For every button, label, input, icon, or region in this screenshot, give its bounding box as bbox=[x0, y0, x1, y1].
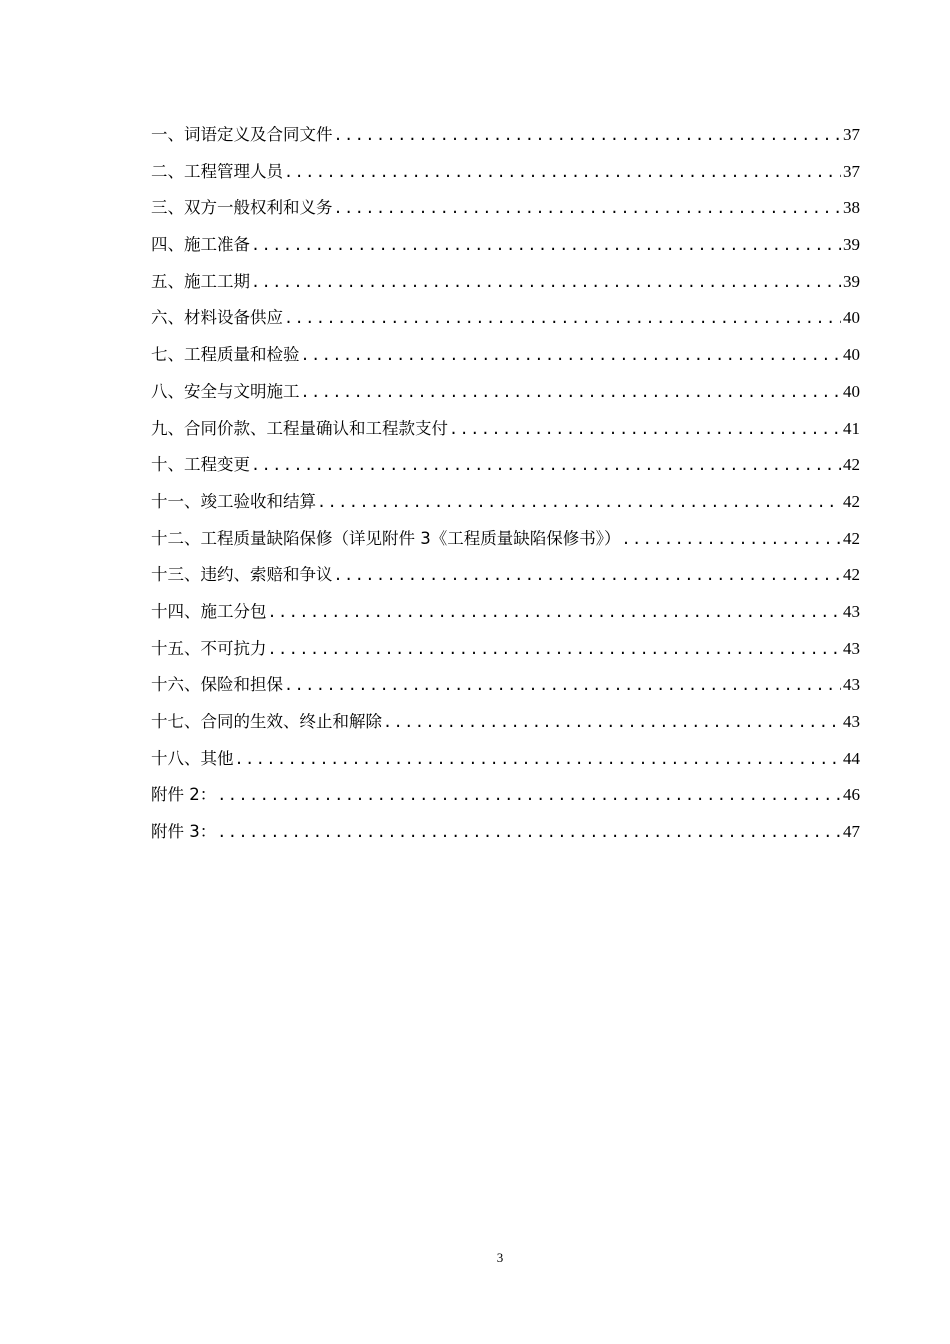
toc-entry[interactable] bbox=[151, 154, 860, 191]
toc-dot-leader bbox=[217, 777, 841, 814]
toc-dot-leader bbox=[334, 117, 842, 154]
toc-dot-leader bbox=[301, 374, 842, 411]
toc-entry-page: 37 bbox=[843, 125, 860, 144]
toc-dot-leader bbox=[301, 337, 842, 374]
toc-entry-page: 39 bbox=[843, 235, 860, 255]
toc-entry-title: 八、安全与文明施工 bbox=[151, 381, 300, 401]
toc-entry[interactable] bbox=[151, 411, 860, 448]
toc-entry-page: 42 bbox=[843, 491, 860, 511]
toc-dot-leader bbox=[334, 557, 842, 594]
toc-dot-leader bbox=[268, 631, 842, 668]
toc-entry[interactable] bbox=[151, 704, 860, 741]
toc-entry-page: 42 bbox=[843, 528, 860, 548]
toc-entry-title: 十一、竣工验收和结算 bbox=[151, 491, 316, 511]
toc-entry[interactable] bbox=[151, 741, 860, 778]
toc-dot-leader bbox=[251, 264, 841, 301]
toc-entry-title: 附件 2： bbox=[151, 785, 217, 805]
toc-entry-title: 十、工程变更 bbox=[151, 455, 250, 475]
page-number: 3 bbox=[496, 1250, 504, 1265]
toc-entry[interactable] bbox=[151, 814, 860, 851]
toc-entry[interactable] bbox=[151, 631, 860, 668]
toc-entry-page: 41 bbox=[843, 418, 860, 438]
toc-entry-page: 42 bbox=[843, 455, 860, 475]
toc-dot-leader bbox=[317, 484, 841, 521]
toc-entry[interactable] bbox=[151, 521, 860, 558]
toc-entry-title: 九、合同价款、工程量确认和工程款支付 bbox=[151, 418, 448, 438]
toc-dot-leader bbox=[284, 667, 841, 704]
toc-entry-title: 二、工程管理人员 bbox=[151, 161, 283, 181]
toc-entry-title: 十五、不可抗力 bbox=[151, 638, 267, 658]
toc-entry[interactable] bbox=[151, 777, 860, 814]
toc-entry[interactable] bbox=[151, 667, 860, 704]
toc-entry[interactable] bbox=[151, 484, 860, 521]
toc-dot-leader bbox=[251, 447, 841, 484]
toc-entry-page: 37 bbox=[843, 161, 860, 181]
toc-dot-leader bbox=[217, 814, 841, 851]
toc-entry[interactable] bbox=[151, 264, 860, 301]
toc-entry-page: 43 bbox=[843, 638, 860, 658]
toc-entry[interactable] bbox=[151, 594, 860, 631]
toc-entry[interactable] bbox=[151, 117, 860, 154]
toc-entry-title: 七、工程质量和检验 bbox=[151, 345, 300, 365]
toc-entry[interactable] bbox=[151, 190, 860, 227]
toc-entry-page: 40 bbox=[843, 345, 860, 365]
toc-dot-leader bbox=[235, 741, 842, 778]
toc-entry-title: 三、双方一般权利和义务 bbox=[151, 198, 333, 218]
toc-entry-title: 十三、违约、索赔和争议 bbox=[151, 565, 333, 585]
toc-entry-title: 六、材料设备供应 bbox=[151, 308, 283, 328]
toc-entry-page: 44 bbox=[843, 748, 860, 768]
toc-entry[interactable] bbox=[151, 557, 860, 594]
toc-entry-page: 43 bbox=[843, 712, 860, 731]
toc-entry-title: 附件 3： bbox=[151, 822, 217, 842]
toc-entry[interactable] bbox=[151, 227, 860, 264]
toc-entry[interactable] bbox=[151, 447, 860, 484]
toc-entry[interactable] bbox=[151, 300, 860, 337]
toc-entry-title: 十七、合同的生效、终止和解除 bbox=[151, 712, 382, 731]
toc-entry-title: 十八、其他 bbox=[151, 748, 234, 768]
toc-entry-page: 40 bbox=[843, 308, 860, 328]
toc-entry-page: 43 bbox=[843, 675, 860, 695]
table-of-contents bbox=[151, 117, 860, 851]
toc-dot-leader bbox=[334, 190, 842, 227]
toc-dot-leader bbox=[284, 154, 841, 191]
toc-entry-page: 47 bbox=[843, 822, 860, 842]
toc-entry-page: 40 bbox=[843, 381, 860, 401]
toc-entry[interactable] bbox=[151, 337, 860, 374]
toc-dot-leader bbox=[284, 300, 841, 337]
toc-entry-title: 十二、工程质量缺陷保修（详见附件 3《工程质量缺陷保修书》） bbox=[151, 528, 621, 548]
toc-entry-title: 十四、施工分包 bbox=[151, 601, 267, 621]
toc-dot-leader bbox=[622, 521, 842, 558]
toc-entry[interactable] bbox=[151, 374, 860, 411]
toc-entry-page: 39 bbox=[843, 271, 860, 291]
toc-entry-title: 四、施工准备 bbox=[151, 235, 250, 255]
toc-dot-leader bbox=[251, 227, 841, 264]
toc-entry-title: 五、施工工期 bbox=[151, 271, 250, 291]
toc-entry-page: 43 bbox=[843, 601, 860, 621]
toc-entry-page: 42 bbox=[843, 565, 860, 585]
toc-dot-leader bbox=[449, 411, 841, 448]
toc-entry-title: 一、词语定义及合同文件 bbox=[151, 125, 333, 144]
toc-entry-title: 十六、保险和担保 bbox=[151, 675, 283, 695]
toc-dot-leader bbox=[268, 594, 842, 631]
toc-dot-leader bbox=[383, 704, 841, 741]
toc-entry-page: 46 bbox=[843, 785, 860, 805]
toc-entry-page: 38 bbox=[843, 198, 860, 218]
